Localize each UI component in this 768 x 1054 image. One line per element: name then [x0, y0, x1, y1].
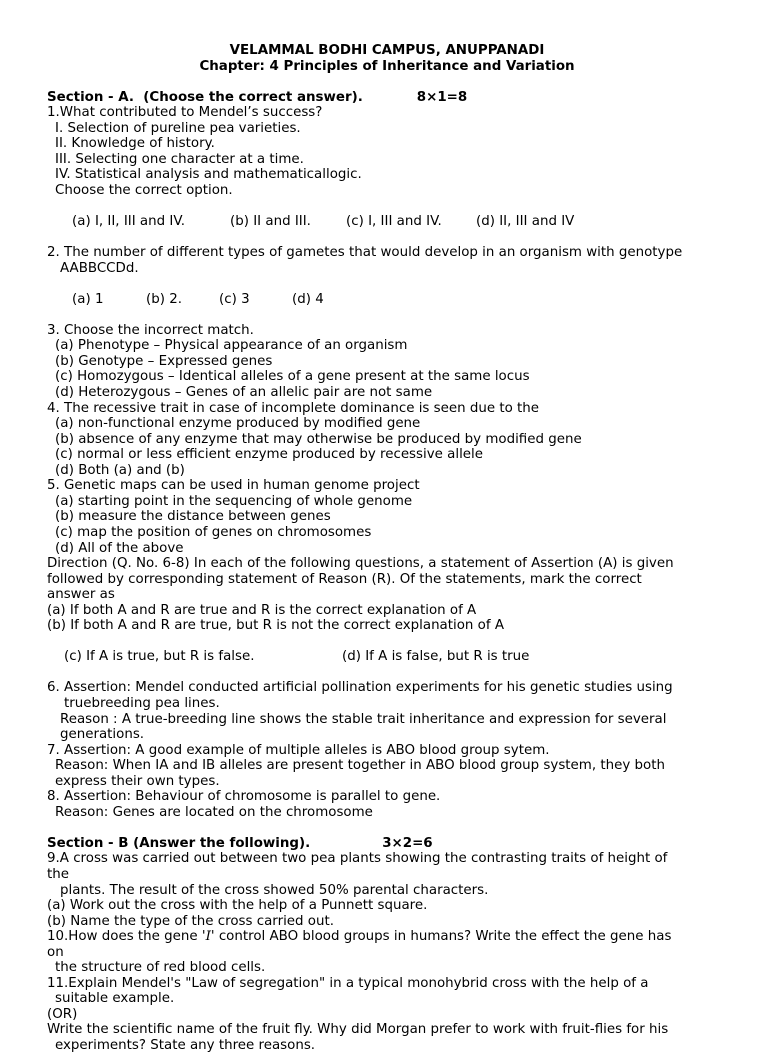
- q6-assertion-continued: truebreeding pea lines.: [64, 695, 220, 711]
- q2-stem-continued: AABBCCDd.: [60, 260, 139, 276]
- q3-option-a: (a) Phenotype – Physical appearance of an organism: [55, 338, 408, 354]
- question-5-stem: 5. Genetic maps can be used in human genome project: [47, 478, 420, 494]
- q9-line-3: plants. The result of the cross showed 50% parental characters.: [60, 882, 489, 898]
- q3-option-b: (b) Genotype – Expressed genes: [55, 353, 273, 369]
- q1-options: [47, 198, 727, 245]
- question-2-stem: 2. The number of different types of gametes that would develop in an organism with genotype: [47, 245, 683, 261]
- q5-option-d: (d) All of the above: [55, 540, 184, 556]
- q1-item-3: III. Selecting one character at a time.: [55, 151, 304, 167]
- q6-reason-continued: generations.: [60, 727, 145, 743]
- question-paper: [47, 43, 727, 1054]
- q1-option-d: (d) II, III and IV: [476, 214, 575, 230]
- chapter-title: Chapter: 4 Principles of Inheritance and Variation: [199, 58, 575, 74]
- q1-option-a: (a) I, II, III and IV.: [72, 214, 186, 230]
- q9-part-b: (b) Name the type of the cross carried out.: [47, 913, 334, 929]
- direction-option-a: (a) If both A and R are true and R is the correct explanation of A: [47, 602, 477, 618]
- direction-line-3: answer as: [47, 587, 115, 603]
- direction-options-cd: [47, 634, 727, 681]
- q4-option-b: (b) absence of any enzyme that may otherwise be produced by modified gene: [55, 431, 582, 447]
- q7-reason-continued: express their own types.: [55, 773, 220, 789]
- q11-or: (OR): [47, 1006, 78, 1022]
- direction-line-1: Direction (Q. No. 6-8) In each of the following questions, a statement of Assertion (A) is given: [47, 556, 674, 572]
- q10-pre: 10.How does the gene ': [47, 929, 206, 945]
- question-4-stem: 4. The recessive trait in case of incomplete dominance is seen due to the: [47, 400, 540, 416]
- section-a-heading: [47, 90, 727, 106]
- q4-option-d: (d) Both (a) and (b): [55, 462, 185, 478]
- direction-line-2: followed by corresponding statement of Reason (R). Of the statements, mark the correct: [47, 571, 642, 587]
- q6-assertion: 6. Assertion: Mendel conducted artificial pollination experiments for his genetic studies using: [47, 680, 673, 696]
- section-a-title: Section - A. (Choose the correct answer).: [47, 89, 363, 105]
- q3-option-d: (d) Heterozygous – Genes of an allelic pair are not same: [55, 385, 433, 401]
- q1-instruction: Choose the correct option.: [55, 182, 233, 198]
- section-a-marks: 8×1=8: [416, 89, 468, 105]
- q1-option-c: (c) I, III and IV.: [346, 214, 442, 230]
- q1-option-b: (b) II and III.: [230, 214, 311, 230]
- q7-reason: Reason: When IA and IB alleles are present together in ABO blood group system, they both: [55, 758, 665, 774]
- q2-option-b: (b) 2.: [146, 291, 183, 307]
- direction-option-c: (c) If A is true, but R is false.: [64, 649, 255, 665]
- q5-option-c: (c) map the position of genes on chromosomes: [55, 524, 372, 540]
- q2-option-c: (c) 3: [219, 291, 250, 307]
- q9-part-a: (a) Work out the cross with the help of a Punnett square.: [47, 898, 428, 914]
- q2-options: [47, 276, 727, 323]
- q9-line-2: the: [47, 866, 69, 882]
- q3-option-c: (c) Homozygous – Identical alleles of a gene present at the same locus: [55, 369, 530, 385]
- q2-option-a: (a) 1: [72, 291, 104, 307]
- q7-assertion: 7. Assertion: A good example of multiple alleles is ABO blood group sytem.: [47, 742, 550, 758]
- question-3-stem: 3. Choose the incorrect match.: [47, 322, 254, 338]
- direction-option-b: (b) If both A and R are true, but R is not the correct explanation of A: [47, 618, 504, 634]
- section-b-title: Section - B (Answer the following).: [47, 835, 311, 851]
- q10-post: ' control ABO blood groups in humans? Write the effect the gene has: [210, 929, 672, 945]
- q4-option-c: (c) normal or less efficient enzyme produced by recessive allele: [55, 447, 483, 463]
- q11-line-1: 11.Explain Mendel's "Law of segregation" in a typical monohybrid cross with the help of a: [47, 975, 649, 991]
- q1-item-1: I. Selection of pureline pea varieties.: [55, 120, 301, 136]
- q11-line-2: suitable example.: [55, 991, 175, 1007]
- q8-assertion: 8. Assertion: Behaviour of chromosome is parallel to gene.: [47, 789, 441, 805]
- q5-option-a: (a) starting point in the sequencing of whole genome: [55, 493, 413, 509]
- question-1-stem: 1.What contributed to Mendel’s success?: [47, 105, 323, 121]
- q8-reason: Reason: Genes are located on the chromosome: [55, 804, 373, 820]
- q10-line-2: on: [47, 944, 64, 960]
- q2-option-d: (d) 4: [292, 291, 324, 307]
- q10-line-3: the structure of red blood cells.: [55, 960, 266, 976]
- spacer: [47, 74, 727, 90]
- section-b-heading: [47, 836, 727, 852]
- q4-option-a: (a) non-functional enzyme produced by modified gene: [55, 416, 421, 432]
- section-b-marks: 3×2=6: [382, 835, 433, 851]
- spacer: [47, 820, 727, 836]
- q5-option-b: (b) measure the distance between genes: [55, 509, 331, 525]
- q1-item-4: IV. Statistical analysis and mathematicallogic.: [55, 167, 362, 183]
- direction-option-d: (d) If A is false, but R is true: [342, 649, 530, 665]
- q9-line-1: 9.A cross was carried out between two pea plants showing the contrasting traits of height of: [47, 851, 668, 867]
- school-name: VELAMMAL BODHI CAMPUS, ANUPPANADI: [229, 43, 545, 58]
- q11-alt-line-1: Write the scientific name of the fruit fly. Why did Morgan prefer to work with fruit-flies for his: [47, 1022, 669, 1038]
- q1-item-2: II. Knowledge of history.: [55, 136, 215, 152]
- q10-gene-symbol: I: [205, 929, 211, 945]
- q6-reason: Reason : A true-breeding line shows the stable trait inheritance and expression for several: [60, 711, 667, 727]
- q10-line-1: [47, 929, 727, 945]
- q11-alt-line-2: experiments? State any three reasons.: [55, 1038, 316, 1053]
